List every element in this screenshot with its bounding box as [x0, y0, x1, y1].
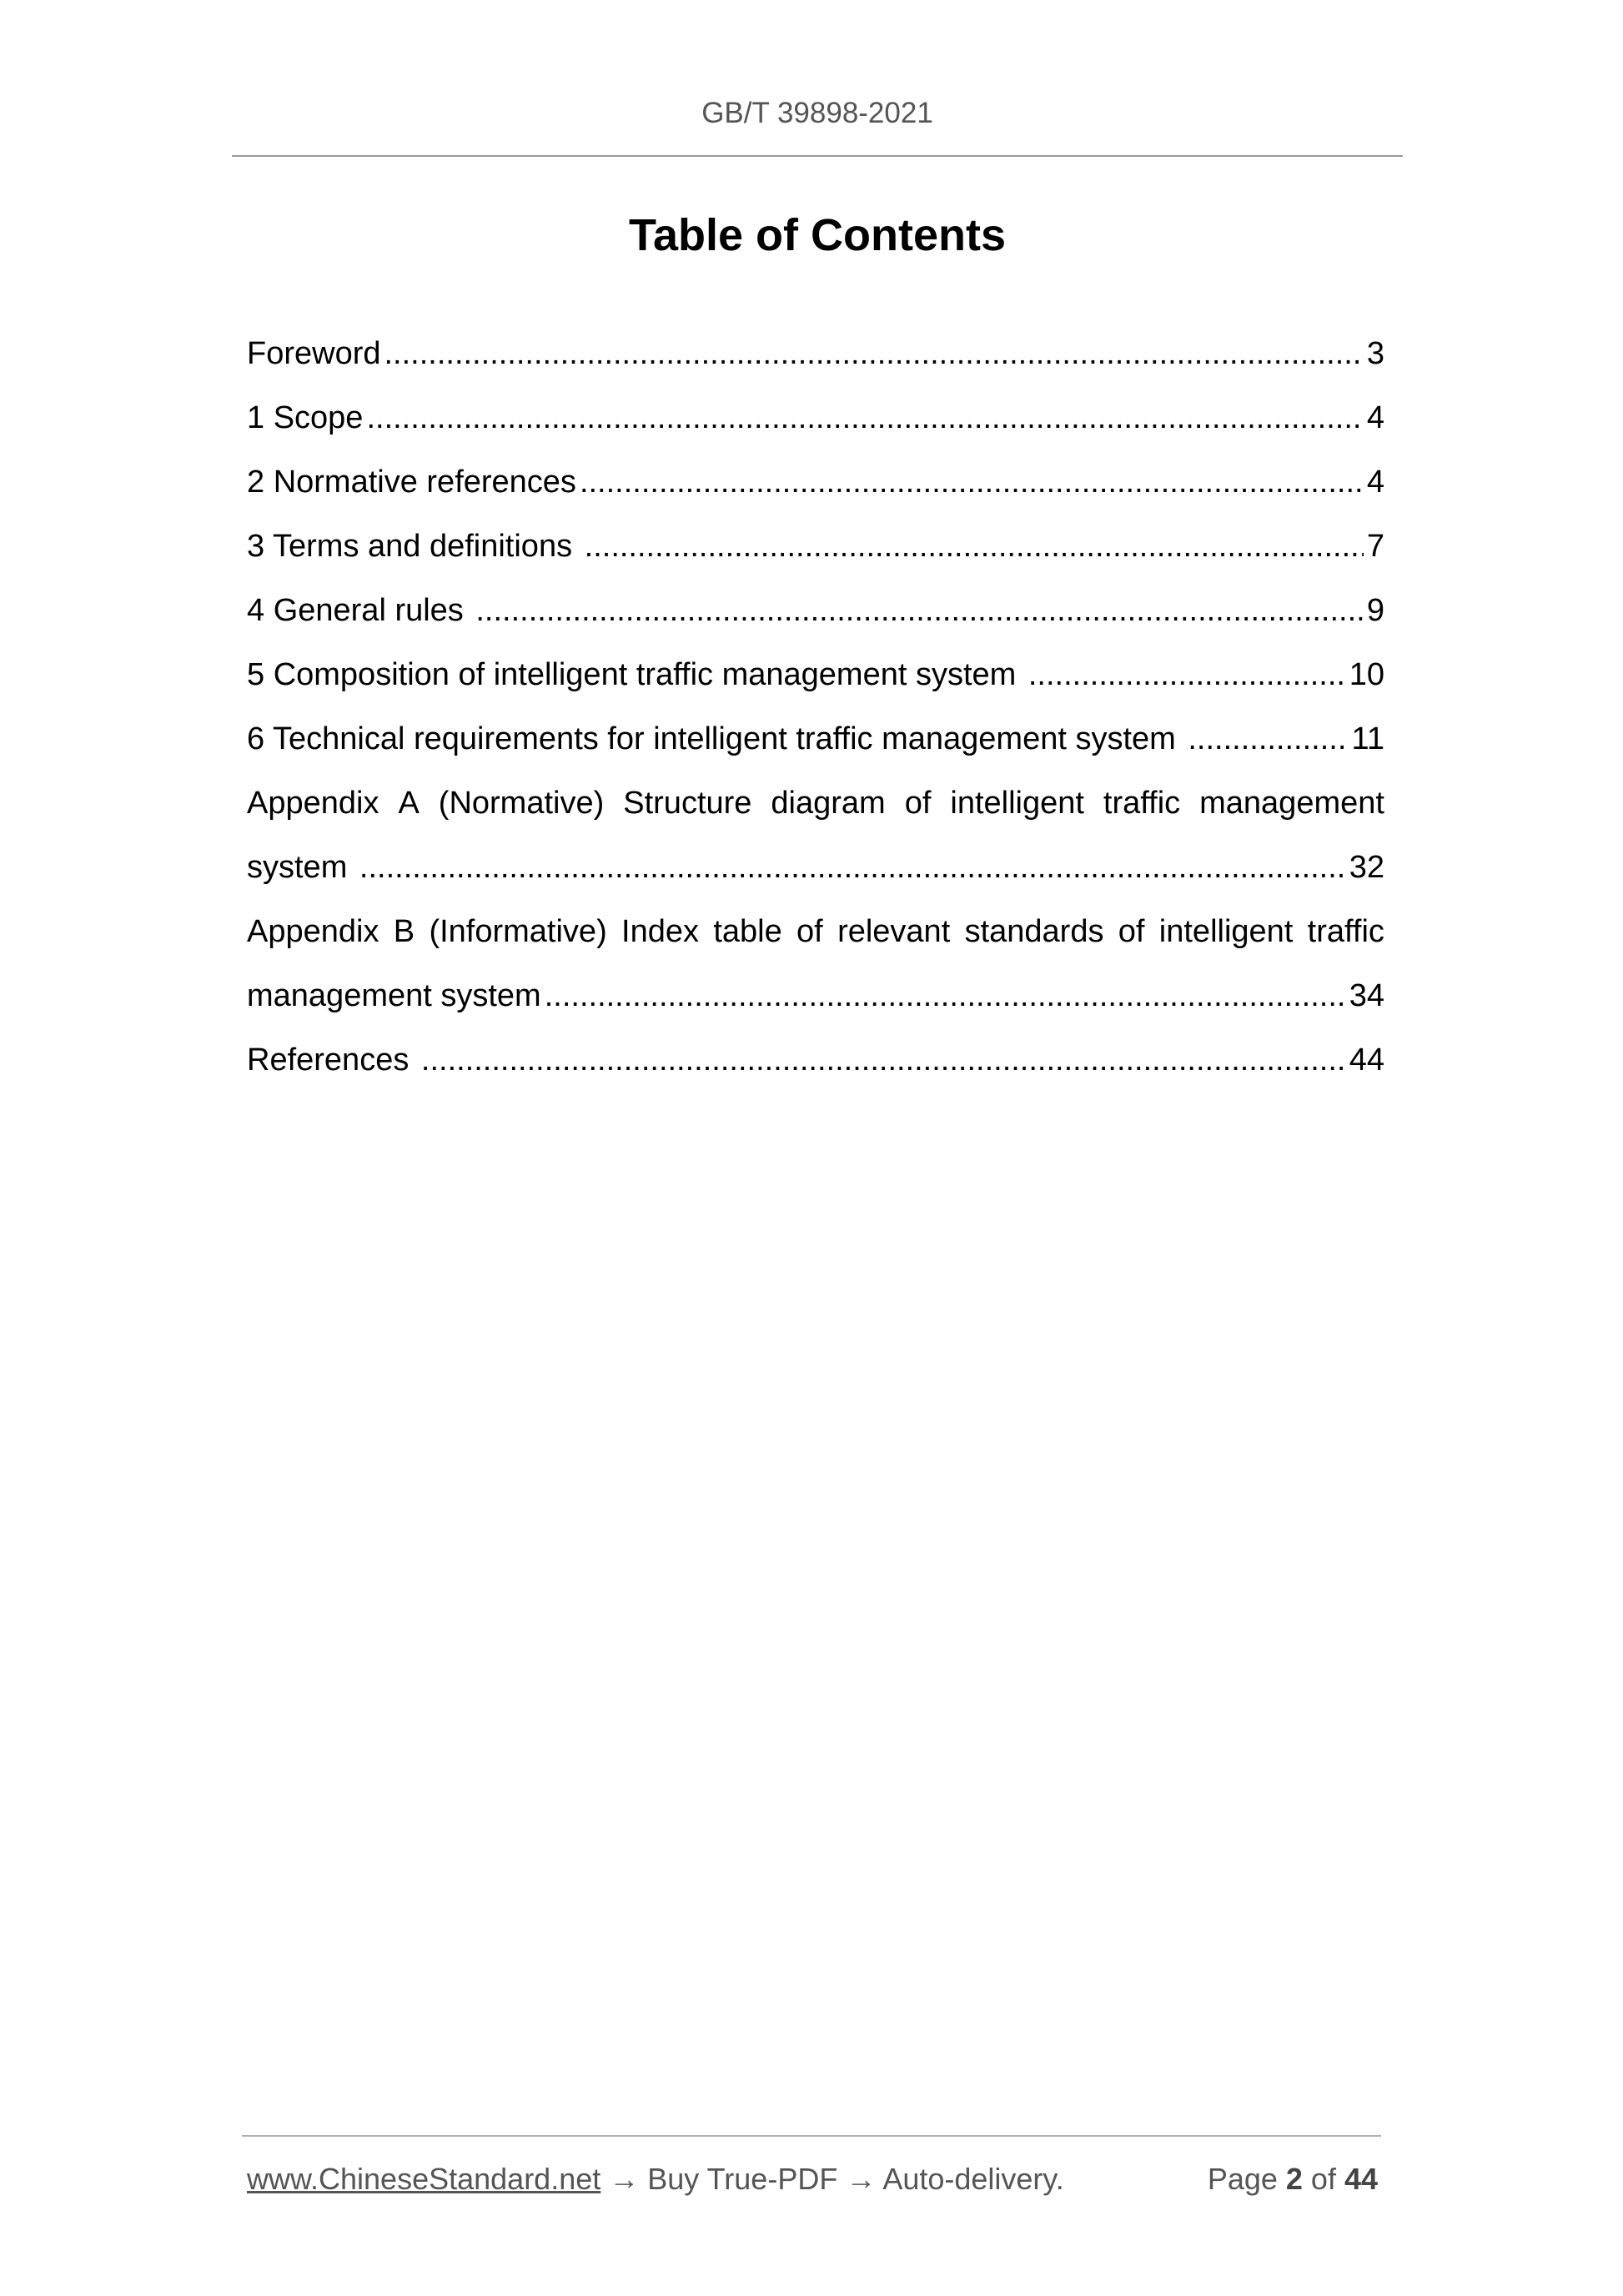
toc-entry-general-rules[interactable] — [247, 579, 1384, 643]
footer-promo — [247, 2158, 1064, 2200]
toc-word: intelligent — [1158, 914, 1294, 949]
dot-leader — [580, 450, 1364, 515]
toc-entry-references[interactable] — [247, 1028, 1384, 1093]
toc-entry-appendix-a[interactable] — [247, 771, 1384, 900]
toc-word: intelligent — [950, 786, 1084, 821]
toc-entry-page: 7 — [1366, 529, 1384, 564]
toc-word: Appendix — [247, 914, 379, 949]
page-footer — [247, 2158, 1378, 2200]
toc-entry-label: management system — [247, 978, 541, 1013]
toc-entry-technical-requirements[interactable] — [247, 707, 1384, 771]
toc-entry-scope[interactable] — [247, 386, 1384, 450]
toc-word: table — [713, 914, 782, 949]
toc-entry-label: References — [247, 1042, 418, 1078]
toc-word: diagram — [771, 786, 886, 821]
site-link[interactable]: www.ChineseStandard.net — [247, 2162, 601, 2196]
page-indicator — [1208, 2158, 1378, 2200]
dot-leader — [359, 836, 1346, 900]
header-divider — [232, 155, 1403, 157]
toc-entry-page: 4 — [1366, 400, 1384, 435]
dot-leader — [421, 1028, 1346, 1093]
toc-word: of — [904, 786, 932, 821]
toc-entry-line — [247, 771, 1384, 836]
toc-entry-label: 4 General rules — [247, 593, 473, 628]
dot-leader — [384, 322, 1364, 386]
table-of-contents — [247, 322, 1384, 1093]
toc-entry-label: 2 Normative references — [247, 465, 576, 500]
page-of-word: of — [1302, 2162, 1344, 2196]
toc-word: (Normative) — [438, 786, 605, 821]
dot-leader — [475, 579, 1363, 643]
toc-entry-label: 5 Composition of intelligent traffic management system — [247, 657, 1025, 692]
footer-tagline: → Buy True-PDF → Auto-delivery. — [600, 2162, 1064, 2196]
toc-entry-terms-definitions[interactable] — [247, 515, 1384, 579]
toc-entry-page: 32 — [1349, 850, 1384, 885]
toc-entry-label: 6 Technical requirements for intelligent traffic management system — [247, 721, 1185, 756]
toc-word: traffic — [1103, 786, 1181, 821]
toc-word: Index — [621, 914, 700, 949]
toc-word: standards — [964, 914, 1104, 949]
toc-entry-composition[interactable] — [247, 643, 1384, 707]
footer-divider — [242, 2135, 1381, 2137]
toc-entry-page: 34 — [1349, 978, 1384, 1013]
toc-word: traffic — [1307, 914, 1384, 949]
toc-entry-page: 3 — [1366, 336, 1384, 371]
toc-word: A — [398, 786, 420, 821]
dot-leader — [1188, 707, 1348, 771]
toc-entry-line — [247, 836, 1384, 900]
toc-entry-label: 1 Scope — [247, 400, 364, 435]
toc-entry-page: 44 — [1349, 1042, 1384, 1078]
toc-entry-label: 3 Terms and definitions — [247, 529, 581, 564]
toc-entry-page: 11 — [1351, 721, 1384, 756]
toc-entry-label: system — [247, 850, 356, 885]
toc-word: Appendix — [247, 786, 379, 821]
toc-word: of — [1118, 914, 1145, 949]
total-page-count: 44 — [1344, 2162, 1378, 2196]
dot-leader — [585, 515, 1364, 579]
toc-entry-page: 4 — [1366, 465, 1384, 500]
toc-entry-page: 9 — [1366, 593, 1384, 628]
toc-word: relevant — [837, 914, 951, 949]
toc-word: management — [1199, 786, 1384, 821]
toc-word: Structure — [623, 786, 752, 821]
toc-word: B — [393, 914, 415, 949]
document-code-header: GB/T 39898-2021 — [701, 97, 933, 129]
page-title: Table of Contents — [629, 210, 1006, 260]
toc-entry-label: Foreword — [247, 336, 381, 371]
toc-entry-page: 10 — [1349, 657, 1384, 692]
toc-entry-appendix-b[interactable] — [247, 900, 1384, 1028]
current-page-number: 2 — [1285, 2162, 1303, 2196]
page-word: Page — [1207, 2162, 1286, 2196]
dot-leader — [1028, 643, 1346, 707]
dot-leader — [366, 386, 1363, 450]
toc-entry-foreword[interactable] — [247, 322, 1384, 386]
dot-leader — [545, 964, 1346, 1028]
toc-word: (Informative) — [429, 914, 607, 949]
toc-entry-line — [247, 964, 1384, 1028]
toc-entry-line — [247, 900, 1384, 964]
toc-word: of — [796, 914, 823, 949]
toc-entry-normative-references[interactable] — [247, 450, 1384, 515]
